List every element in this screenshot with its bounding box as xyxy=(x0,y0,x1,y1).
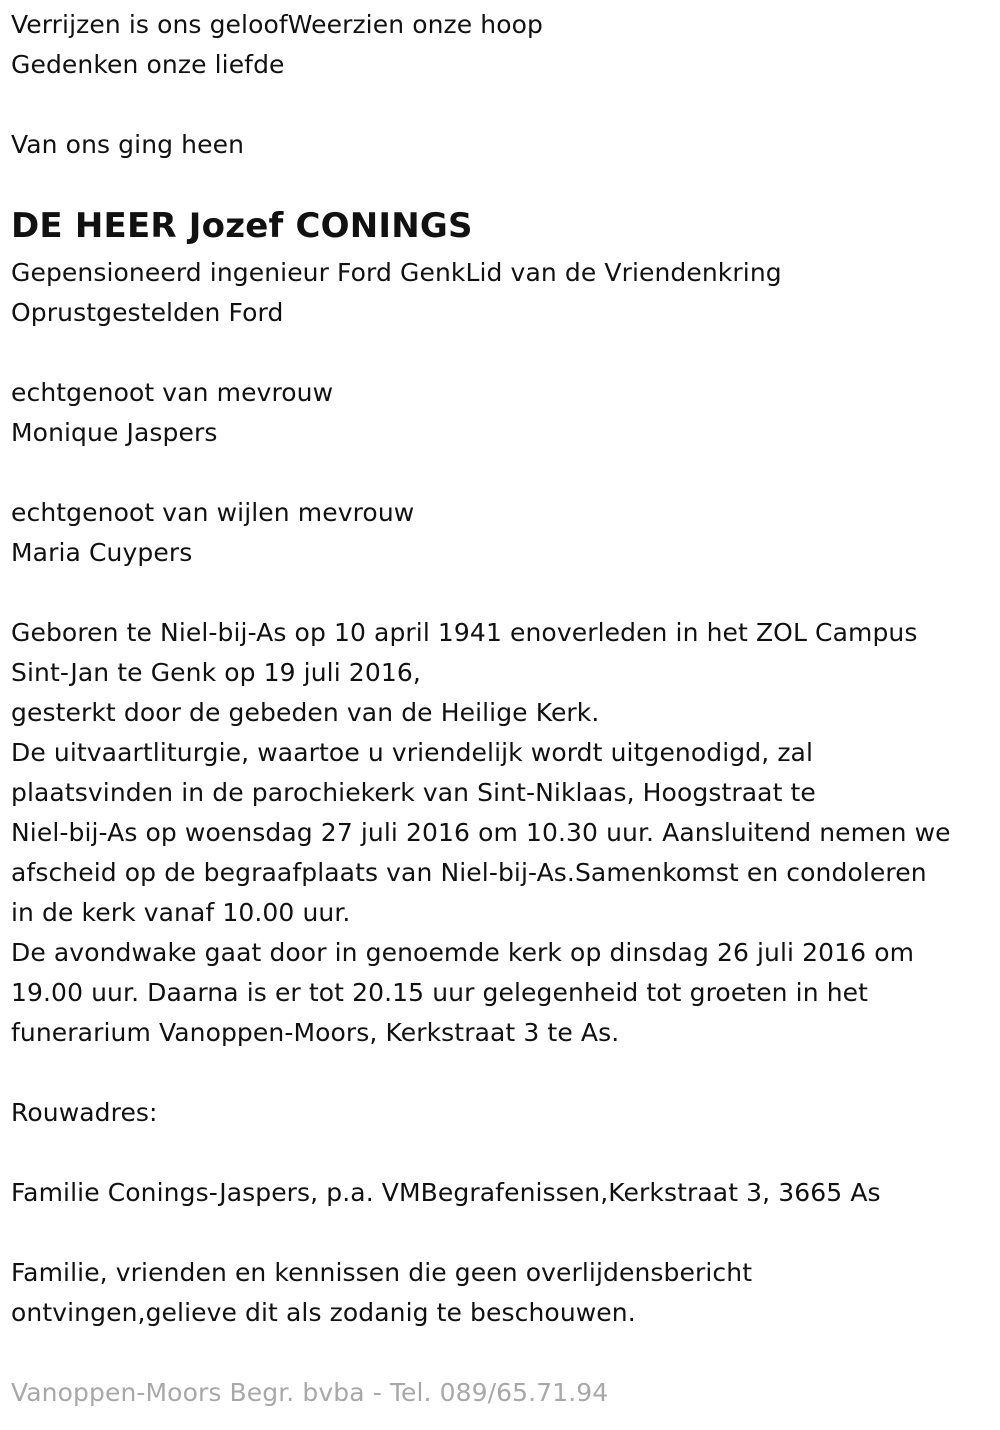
details-line: Sint-Jan te Genk op 19 juli 2016, xyxy=(11,658,421,687)
details-line: Niel-bij-As op woensdag 27 juli 2016 om 10.30 uur. Aansluitend nemen we xyxy=(11,818,951,847)
intro-line-2: Gedenken onze liefde xyxy=(11,50,285,79)
deceased-role-line-2: Oprustgestelden Ford xyxy=(11,298,284,327)
details-line: De avondwake gaat door in genoemde kerk op dinsdag 26 juli 2016 om xyxy=(11,938,915,967)
intro-line-3: Van ons ging heen xyxy=(11,130,245,159)
deceased-name: DE HEER Jozef CONINGS xyxy=(11,206,473,246)
details-line: gesterkt door de gebeden van de Heilige Kerk. xyxy=(11,698,600,727)
footer-funeral-home: Vanoppen-Moors Begr. bvba - Tel. 089/65.71.94 xyxy=(11,1378,609,1407)
details-line: funerarium Vanoppen-Moors, Kerkstraat 3 te As. xyxy=(11,1018,620,1047)
details-line: Geboren te Niel-bij-As op 10 april 1941 enoverleden in het ZOL Campus xyxy=(11,618,918,647)
address-label: Rouwadres: xyxy=(11,1098,158,1127)
details-line: afscheid op de begraafplaats van Niel-bij-As.Samenkomst en condoleren xyxy=(11,858,927,887)
intro-line-1: Verrijzen is ons geloofWeerzien onze hoop xyxy=(11,10,543,39)
spouse-1-name: Monique Jaspers xyxy=(11,418,218,447)
deceased-role-line-1: Gepensioneerd ingenieur Ford GenkLid van de Vriendenkring xyxy=(11,258,782,287)
closing-line-1: Familie, vrienden en kennissen die geen overlijdensbericht xyxy=(11,1258,753,1287)
details-line: plaatsvinden in de parochiekerk van Sint-Niklaas, Hoogstraat te xyxy=(11,778,816,807)
spouse-2-name: Maria Cuypers xyxy=(11,538,193,567)
details-line: 19.00 uur. Daarna is er tot 20.15 uur gelegenheid tot groeten in het xyxy=(11,978,869,1007)
address-value: Familie Conings-Jaspers, p.a. VMBegrafenissen,Kerkstraat 3, 3665 As xyxy=(11,1178,881,1207)
details-line: in de kerk vanaf 10.00 uur. xyxy=(11,898,351,927)
spouse-2-label: echtgenoot van wijlen mevrouw xyxy=(11,498,415,527)
spouse-1-label: echtgenoot van mevrouw xyxy=(11,378,334,407)
details-line: De uitvaartliturgie, waartoe u vriendelijk wordt uitgenodigd, zal xyxy=(11,738,814,767)
closing-line-2: ontvingen,gelieve dit als zodanig te beschouwen. xyxy=(11,1298,636,1327)
